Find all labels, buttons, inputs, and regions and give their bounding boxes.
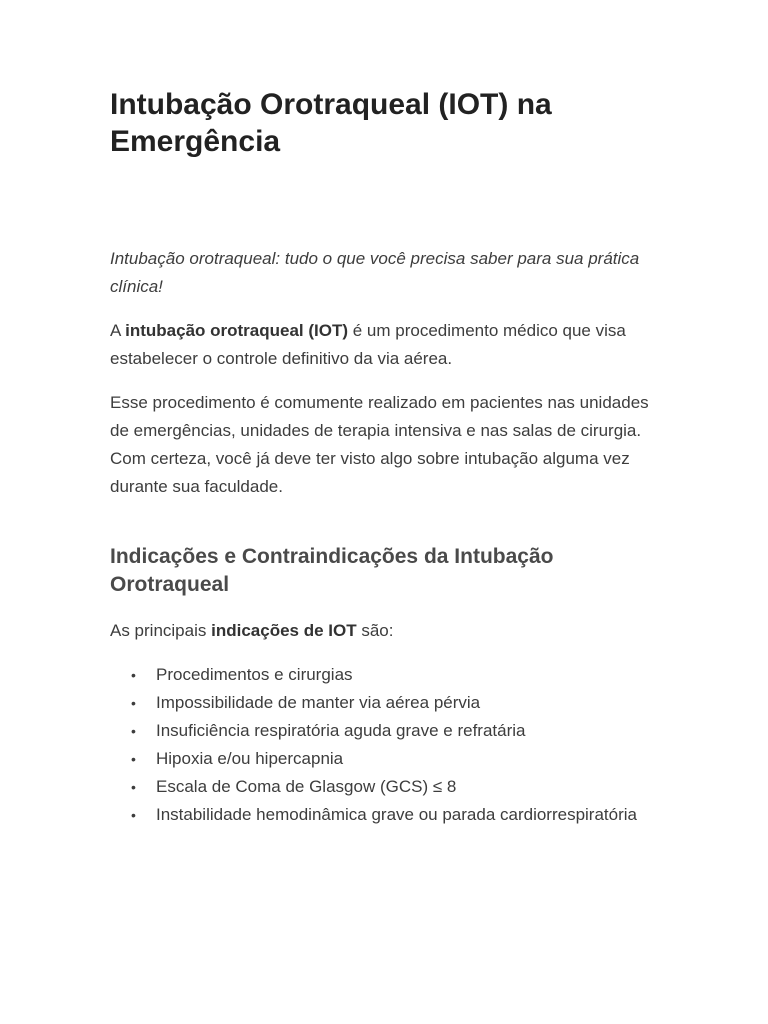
intro-paragraph <box>110 317 670 373</box>
article <box>110 86 670 829</box>
list-item-text: Instabilidade hemodinâmica grave ou parada cardiorrespiratória <box>156 805 637 824</box>
list-item-text: Procedimentos e cirurgias <box>156 665 353 684</box>
bullet-icon: • <box>131 667 136 683</box>
bullet-icon: • <box>131 695 136 711</box>
list-item <box>110 689 670 717</box>
bullet-icon: • <box>131 779 136 795</box>
bullet-icon: • <box>131 751 136 767</box>
list-item <box>110 745 670 773</box>
lead-bold-term: indicações de IOT <box>211 621 357 640</box>
subtitle: Intubação orotraqueal: tudo o que você precisa saber para sua prática clínica! <box>110 249 640 296</box>
lead-text-end: são: <box>356 621 394 640</box>
lead-text-start: As principais <box>110 621 212 640</box>
indications-lead <box>110 617 670 645</box>
list-item <box>110 801 670 829</box>
section-heading: Indicações e Contraindicações da Intubação Orotraqueal <box>110 545 554 596</box>
intro-text-end: é um procedimento médico que visa estabelecer o controle definitivo da via aérea. <box>110 321 626 368</box>
list-item-text: Hipoxia e/ou hipercapnia <box>156 749 344 768</box>
list-item-text: Insuficiência respiratória aguda grave e refratária <box>156 721 526 740</box>
bullet-icon: • <box>131 807 136 823</box>
page-title: Intubação Orotraqueal (IOT) na Emergência <box>110 88 552 158</box>
intro-bold-term: intubação orotraqueal (IOT) <box>125 321 349 340</box>
context-paragraph: Esse procedimento é comumente realizado em pacientes nas unidades de emergências, unidades de terapia intensiva e nas salas de cirurgia. Com certeza, você já deve ter visto algo sobre intubação alguma vez durante sua faculdade. <box>110 393 649 496</box>
list-item <box>110 661 670 689</box>
bullet-icon: • <box>131 723 136 739</box>
list-item-text: Impossibilidade de manter via aérea pérvia <box>156 693 481 712</box>
indications-list <box>110 661 670 829</box>
list-item <box>110 717 670 745</box>
list-item <box>110 773 670 801</box>
list-item-text: Escala de Coma de Glasgow (GCS) ≤ 8 <box>156 777 457 796</box>
intro-text-start: A <box>110 321 126 340</box>
